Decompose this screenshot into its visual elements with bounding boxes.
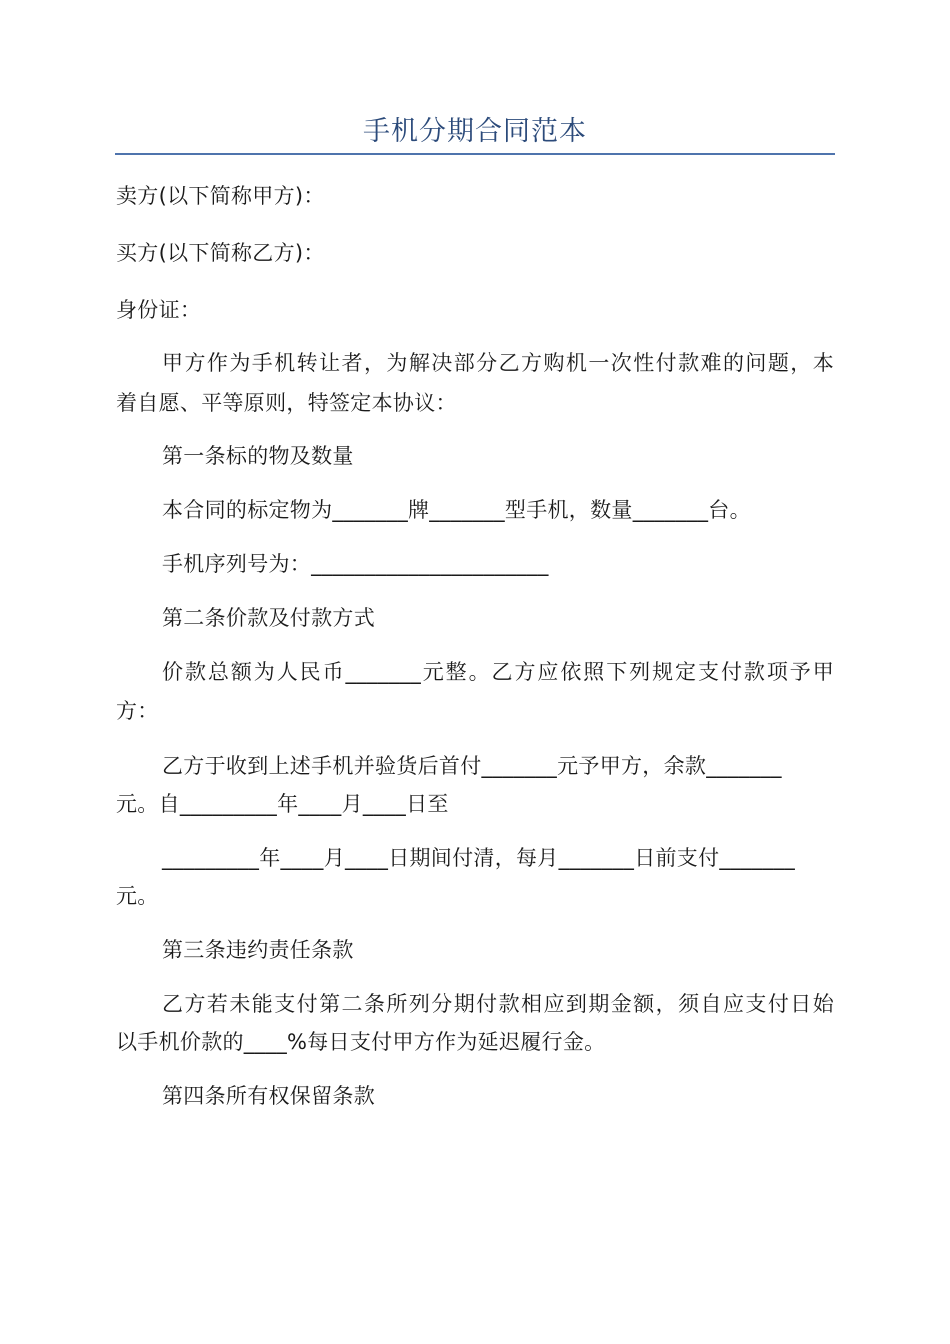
seller-line: 卖方(以下简称甲方)： (116, 184, 325, 208)
article-2-price-line-1: 价款总额为人民币_______元整。乙方应依照下列规定支付款项予甲 (162, 660, 834, 684)
article-2-heading: 第二条价款及付款方式 (162, 606, 375, 630)
article-3-clause-line-1: 乙方若未能支付第二条所列分期付款相应到期金额，须自应支付日始 (162, 992, 834, 1016)
article-3-clause-line-2: 以手机价款的____%每日支付甲方作为延迟履行金。 (116, 1030, 606, 1054)
article-4-heading: 第四条所有权保留条款 (162, 1084, 375, 1108)
article-3-heading: 第三条违约责任条款 (162, 938, 354, 962)
article-2-schedule-line-1: _________年____月____日期间付清，每月_______日前支付_______ (162, 846, 795, 870)
article-1-heading: 第一条标的物及数量 (162, 444, 354, 468)
buyer-line: 买方(以下简称乙方)： (116, 241, 325, 265)
article-2-price-line-2: 方： (116, 699, 159, 723)
article-2-payment-line-1: 乙方于收到上述手机并验货后首付_______元予甲方，余款_______ (162, 754, 782, 778)
article-2-payment-line-2: 元。自_________年____月____日至 (116, 792, 449, 816)
article-1-serial-line: 手机序列号为：______________________ (162, 552, 549, 576)
intro-paragraph-line-2: 着自愿、平等原则，特签定本协议： (116, 391, 457, 415)
document-title: 手机分期合同范本 (363, 116, 587, 147)
article-1-subject-line: 本合同的标定物为_______牌_______型手机，数量_______台。 (162, 498, 751, 522)
title-underline (115, 153, 835, 155)
article-2-schedule-line-2: 元。 (116, 884, 159, 908)
intro-paragraph-line-1: 甲方作为手机转让者，为解决部分乙方购机一次性付款难的问题，本 (162, 351, 834, 375)
id-card-line: 身份证： (116, 298, 202, 322)
